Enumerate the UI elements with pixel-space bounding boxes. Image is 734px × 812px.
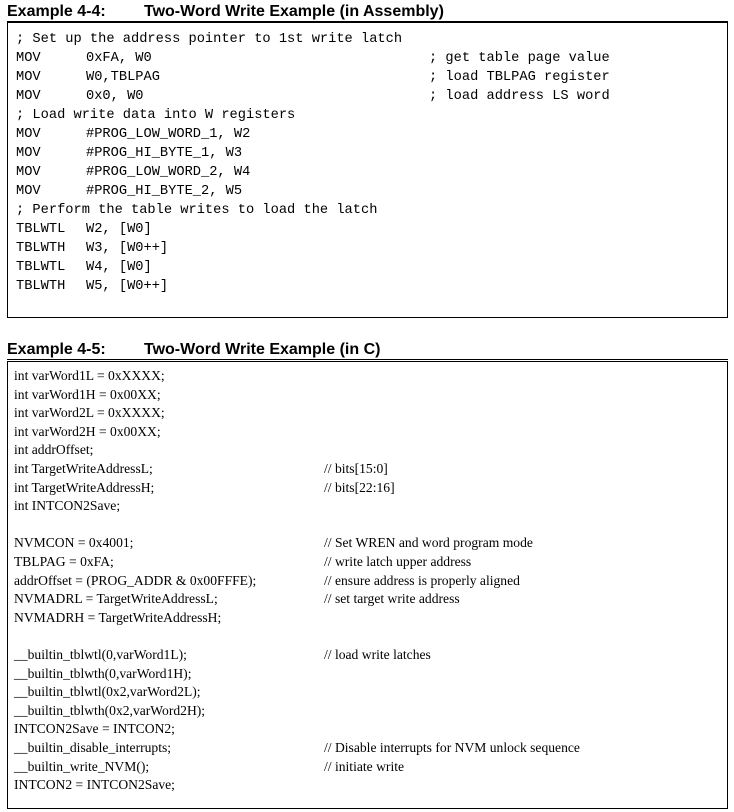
example-4-5-rule xyxy=(7,359,728,360)
code-statement: int TargetWriteAddressL; xyxy=(14,461,153,476)
code-statement: __builtin_tblwtl(0,varWord1L); xyxy=(14,647,187,662)
code-operands: W3, [W0++] xyxy=(86,241,169,256)
code-operands: 0x0, W0 xyxy=(86,89,144,104)
code-operands: W4, [W0] xyxy=(86,260,152,275)
code-line xyxy=(8,553,727,572)
code-line xyxy=(8,386,727,405)
code-operands: #PROG_LOW_WORD_2, W4 xyxy=(86,165,251,180)
code-comment: // bits[22:16] xyxy=(324,479,395,495)
code-statement: int INTCON2Save; xyxy=(14,498,121,514)
code-operands: W0,TBLPAG xyxy=(86,70,160,85)
code-line xyxy=(8,627,727,646)
code-statement: __builtin_tblwtl(0x2,varWord2L); xyxy=(14,684,201,700)
code-line xyxy=(8,68,727,87)
code-opcode: MOV xyxy=(16,146,41,161)
code-line xyxy=(8,739,727,758)
code-opcode: MOV xyxy=(16,89,41,104)
code-operands: #PROG_LOW_WORD_1, W2 xyxy=(86,127,251,142)
code-statement: int varWord1H = 0x00XX; xyxy=(14,386,161,402)
code-line xyxy=(8,106,727,125)
code-statement: int varWord2H = 0x00XX; xyxy=(14,423,161,439)
code-statement: INTCON2 = INTCON2Save; xyxy=(14,777,175,793)
code-line xyxy=(8,423,727,442)
example-4-5-number: Example 4-5: xyxy=(7,341,106,358)
code-line xyxy=(8,665,727,684)
code-statement: __builtin_tblwth(0x2,varWord2H); xyxy=(14,702,206,718)
code-operands: W2, [W0] xyxy=(86,222,152,237)
code-comment: // write latch upper address xyxy=(324,554,472,569)
example-4-4-title: Two-Word Write Example (in Assembly) xyxy=(144,3,444,20)
code-statement: NVMCON = 0x4001; xyxy=(14,535,134,551)
code-line xyxy=(8,404,727,423)
code-line xyxy=(8,702,727,721)
code-operands: 0xFA, W0 xyxy=(86,51,152,66)
code-line xyxy=(8,87,727,106)
code-opcode: MOV xyxy=(16,127,41,142)
code-statement: int varWord2L = 0xXXXX; xyxy=(14,405,165,421)
code-line xyxy=(8,258,727,277)
code-line xyxy=(8,49,727,68)
code-operands: W5, [W0++] xyxy=(86,279,169,294)
code-statement: __builtin_tblwth(0,varWord1H); xyxy=(14,665,192,681)
code-statement: NVMADRH = TargetWriteAddressH; xyxy=(14,609,222,625)
code-comment: // bits[15:0] xyxy=(324,461,388,476)
code-comment-line: ; Set up the address pointer to 1st write latch xyxy=(16,32,403,47)
code-line xyxy=(8,497,727,516)
code-comment: // Disable interrupts for NVM unlock sequence xyxy=(324,740,580,755)
code-comment: ; load TBLPAG register xyxy=(429,70,610,85)
code-comment: // load write latches xyxy=(324,647,431,662)
code-line xyxy=(8,144,727,163)
code-line xyxy=(8,534,727,553)
code-line xyxy=(8,590,727,609)
code-statement: INTCON2Save = INTCON2; xyxy=(14,721,175,737)
code-line xyxy=(8,776,727,795)
example-4-4-heading xyxy=(7,3,444,21)
example-4-4-number: Example 4-4: xyxy=(7,3,106,20)
code-line xyxy=(8,220,727,239)
code-opcode: TBLWTH xyxy=(16,241,66,256)
code-line xyxy=(8,441,727,460)
code-statement: __builtin_disable_interrupts; xyxy=(14,740,172,755)
code-statement: addrOffset = (PROG_ADDR & 0x00FFFE); xyxy=(14,572,257,588)
code-statement: int addrOffset; xyxy=(14,442,94,458)
code-opcode: TBLWTL xyxy=(16,222,66,237)
code-line xyxy=(8,609,727,628)
code-opcode: MOV xyxy=(16,165,41,180)
code-opcode: MOV xyxy=(16,51,41,66)
assembly-code-block xyxy=(7,22,728,318)
code-statement: int TargetWriteAddressH; xyxy=(14,479,155,495)
code-statement: __builtin_write_NVM(); xyxy=(14,758,150,774)
c-code-block xyxy=(7,361,728,809)
code-line xyxy=(8,201,727,220)
code-comment: // set target write address xyxy=(324,591,460,607)
code-line xyxy=(8,460,727,479)
code-statement: TBLPAG = 0xFA; xyxy=(14,554,114,569)
code-comment: ; load address LS word xyxy=(429,89,610,104)
code-comment: ; get table page value xyxy=(429,51,610,66)
code-operands: #PROG_HI_BYTE_2, W5 xyxy=(86,184,243,199)
code-line xyxy=(8,516,727,535)
code-comment-line: ; Load write data into W registers xyxy=(16,108,296,123)
code-line xyxy=(8,277,727,296)
code-opcode: TBLWTL xyxy=(16,260,66,275)
code-comment: // ensure address is properly aligned xyxy=(324,572,520,588)
code-comment: // Set WREN and word program mode xyxy=(324,535,533,551)
code-line xyxy=(8,572,727,591)
code-comment: // initiate write xyxy=(324,758,405,774)
code-opcode: MOV xyxy=(16,70,41,85)
code-statement: int varWord1L = 0xXXXX; xyxy=(14,368,165,383)
code-statement: NVMADRL = TargetWriteAddressL; xyxy=(14,591,218,607)
example-4-5-heading xyxy=(7,341,380,359)
code-line xyxy=(8,479,727,498)
code-operands: #PROG_HI_BYTE_1, W3 xyxy=(86,146,243,161)
example-4-5-title: Two-Word Write Example (in C) xyxy=(144,341,381,358)
code-line xyxy=(8,646,727,665)
code-line xyxy=(8,182,727,201)
code-line xyxy=(8,239,727,258)
code-line xyxy=(8,163,727,182)
code-comment-line: ; Perform the table writes to load the latch xyxy=(16,203,378,218)
code-line xyxy=(8,30,727,49)
code-line xyxy=(8,367,727,386)
code-opcode: TBLWTH xyxy=(16,279,66,294)
code-opcode: MOV xyxy=(16,184,41,199)
code-line xyxy=(8,125,727,144)
code-line xyxy=(8,683,727,702)
code-line xyxy=(8,720,727,739)
code-line xyxy=(8,758,727,777)
